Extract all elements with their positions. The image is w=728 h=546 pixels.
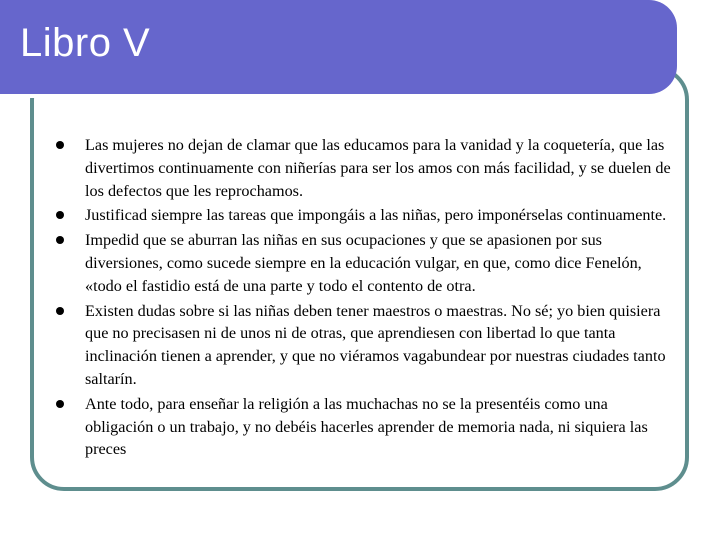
bullet-text: Existen dudas sobre si las niñas deben tener maestros o maestras. No sé; yo bien quisiera que no precisasen ni de unos ni de otras, que aprendiesen con libertad lo que tanta inclinación tienen a aprender, y que no viéramos vagabundear por nuestras ciudades tanto saltarín. xyxy=(85,301,666,388)
bullet-item xyxy=(56,134,680,202)
bullet-item xyxy=(56,204,680,227)
slide-title: Libro V xyxy=(20,21,151,65)
bullet-item xyxy=(56,393,680,461)
bullet-dot-icon xyxy=(56,400,64,408)
bullet-dot-icon xyxy=(56,307,64,315)
bullet-dot-icon xyxy=(56,141,64,149)
bullet-item xyxy=(56,300,680,391)
bullet-item xyxy=(56,229,680,297)
title-bar xyxy=(0,0,677,94)
title-underline xyxy=(0,94,644,98)
bullet-dot-icon xyxy=(56,236,64,244)
bullet-text: Ante todo, para enseñar la religión a las muchachas no se la presentéis como una obligación o un trabajo, y no debéis hacerles aprender de memoria nada, ni siquiera las preces xyxy=(85,394,648,459)
bullet-dot-icon xyxy=(56,211,64,219)
bullet-text: Las mujeres no dejan de clamar que las educamos para la vanidad y la coquetería, que las divertimos continuamente con niñerías para ser los amos con más facilidad, y se duelen de los defectos que les reprochamos. xyxy=(85,136,671,200)
bullet-text: Impedid que se aburran las niñas en sus ocupaciones y que se apasionen por sus diversiones, como sucede siempre en la educación vulgar, en que, como dice Fenelón, «todo el fastidio está de una parte y todo el contento de otra. xyxy=(85,231,642,295)
bullet-text: Justificad siempre las tareas que impongáis a las niñas, pero imponérselas continuamente. xyxy=(85,206,667,225)
bullet-list xyxy=(56,134,680,463)
